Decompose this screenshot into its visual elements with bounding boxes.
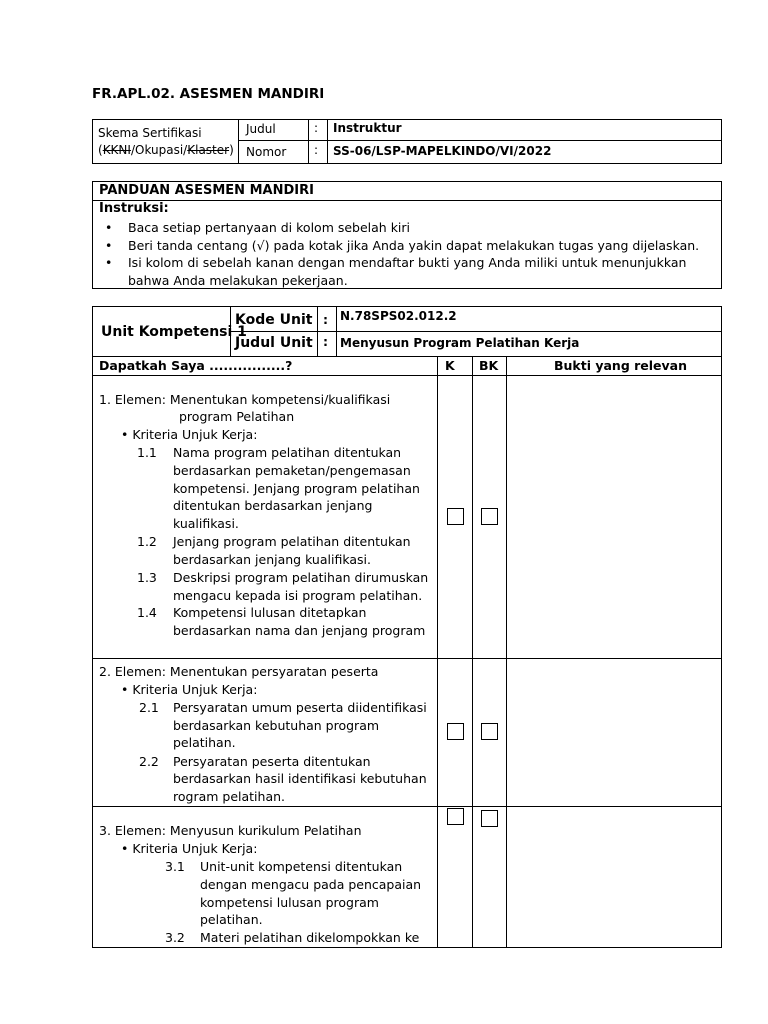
kuk-text: kompetensi lulusan program: [200, 895, 379, 910]
kuk-text: Persyaratan peserta ditentukan: [173, 754, 371, 769]
kuk-text: Nama program pelatihan ditentukan: [173, 445, 402, 460]
instruksi-item: • Isi kolom di sebelah kanan dengan mendaftar bukti yang Anda miliki untuk menunjukkan: [105, 255, 687, 270]
judul-value: Instruktur: [333, 121, 402, 135]
k-checkbox-element-2[interactable]: [447, 723, 464, 740]
bk-checkbox-element-1[interactable]: [481, 508, 498, 525]
bk-checkbox-element-2[interactable]: [481, 723, 498, 740]
kuk-number: 1.1: [137, 445, 157, 460]
nomor-value: SS-06/LSP-MAPELKINDO/VI/2022: [333, 144, 552, 158]
kuk-text: pelatihan.: [173, 735, 236, 750]
element-title: 2. Elemen: Menentukan persyaratan peserta: [99, 664, 379, 679]
judul-colon: :: [314, 121, 319, 135]
kkni-strikethrough: KKNI: [102, 143, 131, 157]
panduan-table: [92, 181, 722, 289]
schema-header-table: [92, 119, 722, 164]
element-title: 3. Elemen: Menyusun kurikulum Pelatihan: [99, 823, 362, 838]
kuk-text: Jenjang program pelatihan ditentukan: [173, 534, 411, 549]
judul-colon: :: [323, 334, 328, 349]
kuk-text: berdasarkan pemaketan/pengemasan: [173, 463, 411, 478]
kuk-text: Persyaratan umum peserta diidentifikasi: [173, 700, 427, 715]
panduan-title: PANDUAN ASESMEN MANDIRI: [99, 183, 314, 198]
klaster-strikethrough: Klaster: [187, 143, 230, 157]
nomor-label: Nomor: [246, 145, 287, 159]
judul-label: Judul: [246, 122, 276, 136]
kode-unit-value: N.78SPS02.012.2: [340, 309, 457, 323]
k-checkbox-element-1[interactable]: [447, 508, 464, 525]
kuk-number: 1.4: [137, 605, 157, 620]
kuk-text: Kompetensi lulusan ditetapkan: [173, 605, 367, 620]
unit-kompetensi-label: Unit Kompetensi 1: [101, 324, 247, 340]
kode-unit-label: Kode Unit: [235, 312, 313, 328]
kuk-text: dengan mengacu pada pencapaian: [200, 877, 422, 892]
element-title-cont: program Pelatihan: [179, 409, 295, 424]
instruksi-item-continuation: bahwa Anda melakukan pekerjaan.: [128, 272, 348, 288]
kuk-number: 2.1: [139, 700, 159, 715]
instruksi-item: • Baca setiap pertanyaan di kolom sebelah kiri: [105, 220, 411, 235]
kuk-text: berdasarkan hasil identifikasi kebutuhan: [173, 771, 427, 786]
kode-colon: :: [323, 312, 328, 327]
element-title: 1. Elemen: Menentukan kompetensi/kualifikasi: [99, 392, 391, 407]
col-question-header: Dapatkah Saya ................?: [99, 358, 293, 373]
kuk-text: kualifikasi.: [173, 516, 239, 531]
kuk-text: kompetensi. Jenjang program pelatihan: [173, 481, 420, 496]
kuk-text: mengacu kepada isi program pelatihan.: [173, 588, 423, 603]
kuk-text: Materi pelatihan dikelompokkan ke: [200, 930, 420, 945]
judul-unit-value: Menyusun Program Pelatihan Kerja: [340, 336, 580, 350]
kuk-text: berdasarkan kebutuhan program: [173, 718, 380, 733]
unit-kompetensi-table: [92, 306, 722, 948]
col-bk-header: BK: [479, 358, 499, 373]
nomor-colon: :: [314, 143, 319, 157]
skema-label: Skema Sertifikasi: [98, 126, 202, 140]
kuk-number: 3.2: [165, 930, 185, 945]
col-bukti-header: Bukti yang relevan: [554, 358, 688, 373]
kuk-text: berdasarkan nama dan jenjang program: [173, 623, 426, 638]
instruksi-list: [93, 219, 713, 289]
judul-unit-label: Judul Unit: [235, 335, 313, 351]
instruksi-item: • Beri tanda centang (√) pada kotak jika Anda yakin dapat melakukan tugas yang dijelaskan.: [105, 237, 700, 253]
kuk-label: • Kriteria Unjuk Kerja:: [121, 427, 258, 442]
col-k-header: K: [445, 358, 455, 373]
kuk-text: Unit-unit kompetensi ditentukan: [200, 859, 403, 874]
k-checkbox-element-3[interactable]: [447, 808, 464, 825]
kuk-text: pelatihan.: [200, 912, 263, 927]
kuk-number: 1.3: [137, 570, 157, 585]
kuk-text: rogram pelatihan.: [173, 789, 286, 804]
instruksi-label: Instruksi:: [99, 201, 169, 216]
kuk-text: Deskripsi program pelatihan dirumuskan: [173, 570, 429, 585]
kuk-text: berdasarkan jenjang kualifikasi.: [173, 552, 371, 567]
kuk-number: 1.2: [137, 534, 157, 549]
kuk-number: 2.2: [139, 754, 159, 769]
kuk-label: • Kriteria Unjuk Kerja:: [121, 841, 258, 856]
skema-types: (KKNI/Okupasi/Klaster): [98, 143, 234, 157]
kuk-number: 3.1: [165, 859, 185, 874]
document-title: FR.APL.02. ASESMEN MANDIRI: [92, 86, 325, 102]
bk-checkbox-element-3[interactable]: [481, 810, 498, 827]
kuk-label: • Kriteria Unjuk Kerja:: [121, 682, 258, 697]
kuk-text: ditentukan berdasarkan jenjang: [173, 498, 373, 513]
